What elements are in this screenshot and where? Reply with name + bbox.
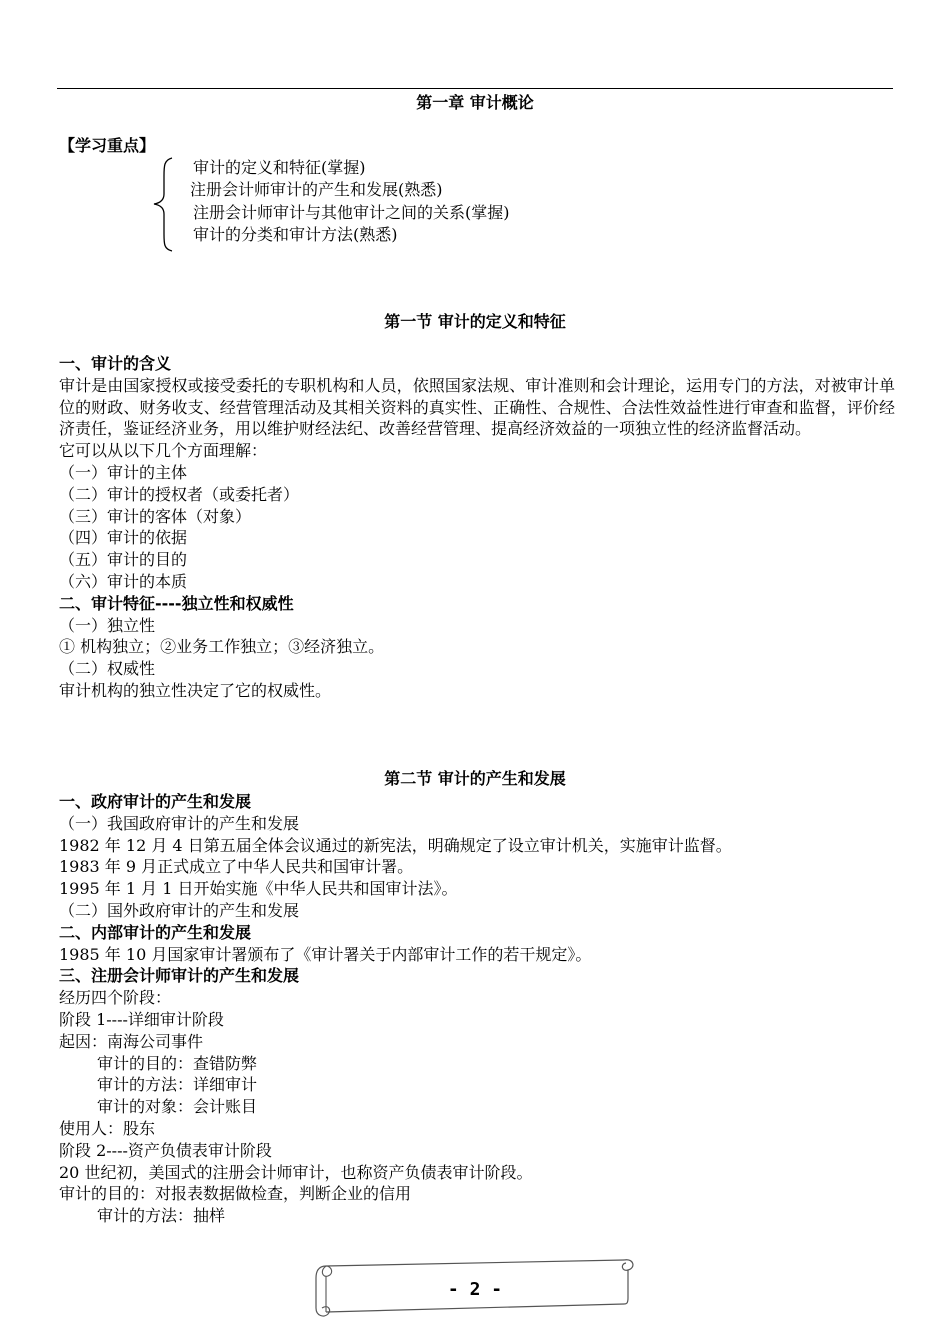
aspect-item: （二）审计的授权者（或委托者）	[59, 484, 300, 504]
key-point-item: 审计的定义和特征(掌握)	[193, 158, 366, 177]
independence-items: ① 机构独立；②业务工作独立；③经济独立。	[59, 637, 385, 657]
stage-1-origin: 起因：南海公司事件	[59, 1031, 204, 1051]
authority-text: 审计机构的独立性决定了它的权威性。	[59, 680, 332, 700]
domestic-line: 1982 年 12 月 4 日第五届全体会议通过的新宪法，明确规定了设立审计机关，实施审计监督。	[59, 835, 732, 855]
domestic-line: 1995 年 1 月 1 日开始实施《中华人民共和国审计法》。	[59, 879, 458, 899]
stage-1-item: 审计的对象：会计账目	[97, 1097, 258, 1117]
stage-2-title: 阶段 2----资产负债表审计阶段	[59, 1140, 272, 1160]
stages-intro: 经历四个阶段：	[59, 988, 172, 1008]
foreign-title: （二）国外政府审计的产生和发展	[59, 900, 300, 920]
stage-1-item: 审计的目的：查错防弊	[97, 1053, 258, 1073]
header-rule	[57, 88, 893, 89]
section-1-body	[59, 353, 895, 702]
aspect-item: （一）审计的主体	[59, 462, 188, 482]
section-2-body	[59, 791, 895, 1227]
chapter-title: 第一章 审计概论	[416, 93, 534, 112]
aspect-item: （六）审计的本质	[59, 571, 188, 591]
aspect-item: （五）审计的目的	[59, 550, 188, 570]
key-point-item: 注册会计师审计的产生和发展(熟悉)	[190, 180, 443, 200]
key-point-item: 审计的分类和审计方法(熟悉)	[193, 224, 398, 244]
section-2-title: 第二节 审计的产生和发展	[384, 769, 566, 788]
stage-1-title: 阶段 1----详细审计阶段	[59, 1009, 224, 1029]
independence-title: （一）独立性	[59, 615, 156, 635]
internal-line: 1985 年 10 月国家审计署颁布了《审计署关于内部审计工作的若干规定》。	[59, 944, 592, 964]
heading-audit-meaning: 一、审计的含义	[59, 354, 172, 373]
stage-2-purpose: 审计的目的：对报表数据做检查，判断企业的信用	[59, 1184, 412, 1204]
key-point-item: 注册会计师审计与其他审计之间的关系(掌握)	[193, 202, 510, 222]
curly-brace-icon	[150, 156, 180, 252]
heading-audit-features: 二、审计特征----独立性和权威性	[59, 593, 294, 613]
stage-2-method: 审计的方法：抽样	[97, 1206, 226, 1226]
heading-government-audit: 一、政府审计的产生和发展	[59, 792, 252, 811]
audit-definition: 审计是由国家授权或接受委托的专职机构和人员，依照国家法规、审计准则和会计理论，运用专门的方法，对被审计单位的财政、财务收支、经营管理活动及其相关资料的真实性、正确性、合规性、合法性效益性进行审查和监督，评价经济责任，鉴证经济业务，用以维护财经法纪、改善经营管理、提高经济效益的一项独立性的经济监督活动。	[59, 375, 895, 439]
key-points-label: 【学习重点】	[59, 136, 156, 155]
domestic-line: 1983 年 9 月正式成立了中华人民共和国审计署。	[59, 857, 414, 877]
stage-1-item: 审计的方法：详细审计	[97, 1075, 258, 1095]
stage-1-users: 使用人：股东	[59, 1118, 156, 1138]
aspect-item: （三）审计的客体（对象）	[59, 506, 252, 526]
heading-cpa-audit: 三、注册会计师审计的产生和发展	[59, 966, 300, 986]
page-number: - 2 -	[447, 1279, 503, 1300]
domestic-title: （一）我国政府审计的产生和发展	[59, 813, 300, 833]
authority-title: （二）权威性	[59, 659, 156, 679]
aspect-item: （四）审计的依据	[59, 528, 188, 548]
key-points-list	[190, 157, 510, 246]
understand-intro: 它可以从以下几个方面理解：	[59, 441, 268, 461]
stage-2-line: 20 世纪初，美国式的注册会计师审计，也称资产负债表审计阶段。	[59, 1162, 533, 1182]
section-1-title: 第一节 审计的定义和特征	[384, 312, 566, 331]
heading-internal-audit: 二、内部审计的产生和发展	[59, 922, 252, 942]
